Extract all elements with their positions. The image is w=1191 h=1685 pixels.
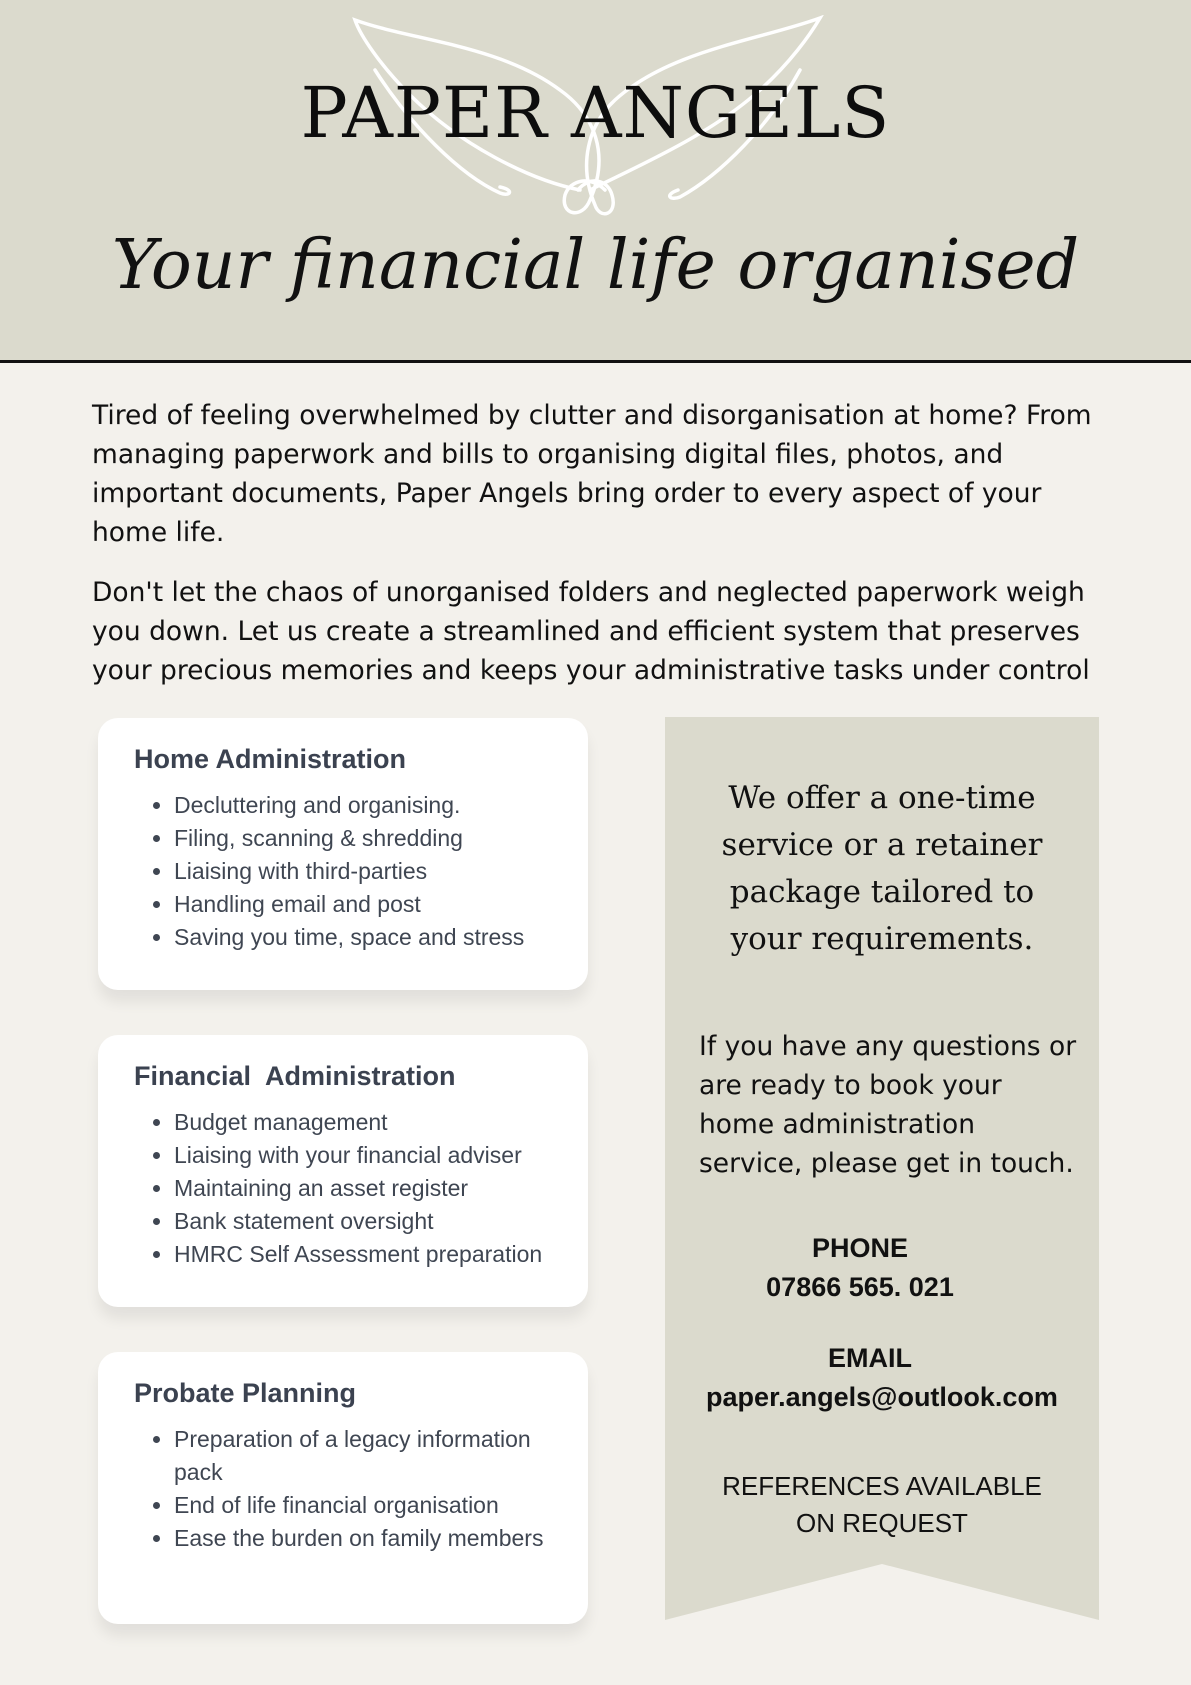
list-item: • End of life financial organisation xyxy=(174,1489,558,1522)
brand-name: PAPER ANGELS xyxy=(300,72,891,154)
tagline: Your financial life organised xyxy=(111,226,1080,305)
card-title: Home Administration xyxy=(134,744,407,774)
phone-number[interactable]: 07866 565. 021 xyxy=(766,1272,954,1302)
service-list xyxy=(134,1106,558,1271)
list-item: • Bank statement oversight xyxy=(174,1205,558,1238)
contact-prompt: If you have any questions or are ready to book your home administration service, please get in touch. xyxy=(699,1031,1077,1179)
phone-label: PHONE xyxy=(811,1233,909,1263)
intro-paragraph-2: Don't let the chaos of unorganised folders and neglected paperwork weigh you down. Let us create a streamlined and efficient system that preserves your precious memories and keeps your administrative tasks under control xyxy=(92,577,1090,686)
service-card-probate-planning xyxy=(98,1352,588,1624)
list-item: • Filing, scanning & shredding xyxy=(174,822,558,855)
service-list xyxy=(134,1423,558,1555)
list-item: • Ease the burden on family members xyxy=(174,1522,558,1555)
service-list xyxy=(134,789,558,954)
list-item: • Budget management xyxy=(174,1106,558,1139)
references-note xyxy=(665,1468,1099,1542)
card-title: Probate Planning xyxy=(134,1378,357,1408)
intro-paragraph-1: Tired of feeling overwhelmed by clutter and disorganisation at home? From managing paperwork and bills to organising digital files, photos, and important documents, Paper Angels bring order to every aspect of your home life. xyxy=(92,400,1092,548)
references-line-1: REFERENCES AVAILABLE xyxy=(722,1471,1042,1501)
list-item: • Decluttering and organising. xyxy=(174,789,558,822)
offer-text: We offer a one-time service or a retainer package tailored to your requirements. xyxy=(721,780,1043,957)
list-item: • Handling email and post xyxy=(174,888,558,921)
list-item: • Liaising with your financial adviser xyxy=(174,1139,558,1172)
email-label: EMAIL xyxy=(828,1343,912,1373)
list-item: • Preparation of a legacy information pack xyxy=(174,1423,554,1489)
service-card-financial-administration xyxy=(98,1035,588,1307)
service-card-home-administration xyxy=(98,718,588,990)
card-title: Financial Administration xyxy=(134,1061,456,1091)
email-address[interactable]: paper.angels@outlook.com xyxy=(706,1382,1058,1412)
list-item: • Saving you time, space and stress xyxy=(174,921,558,954)
references-line-2: ON REQUEST xyxy=(796,1508,968,1538)
list-item: • Maintaining an asset register xyxy=(174,1172,558,1205)
intro-text xyxy=(92,396,1112,711)
list-item: • HMRC Self Assessment preparation xyxy=(174,1238,558,1271)
list-item: • Liaising with third-parties xyxy=(174,855,558,888)
header-band xyxy=(0,0,1191,363)
